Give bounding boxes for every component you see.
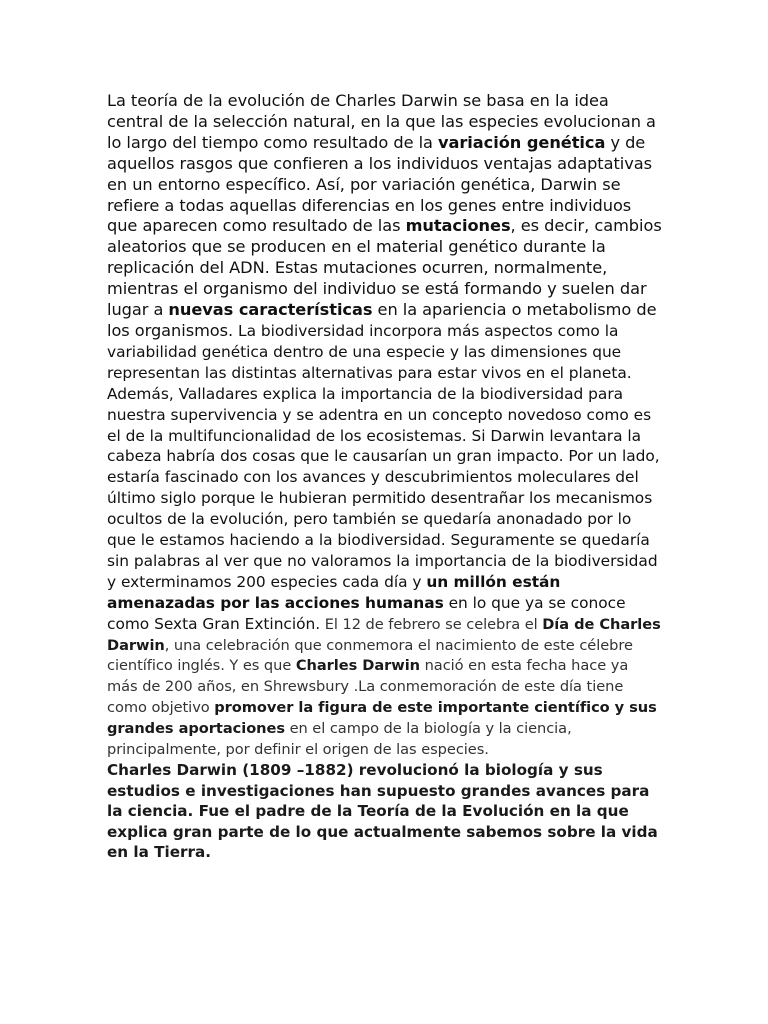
text-span: y de aquellos rasgos que confieren a los individuos ventajas adaptativas en un entorno específico. Así, por variación genética, Darwin se refiere a todas aquellas diferencias en los genes entre individuos que aparecen como resultado de las [107,132,652,236]
bold-promover-la-figura: promover la figura de este importante científico y sus grandes aportaciones [107,699,657,738]
paragraph-darwin-day [107,616,661,758]
text-span: nació en esta fecha hace ya más de 200 años, en Shrewsbury .La conmemoración de este día tiene como objetivo [107,657,629,717]
text-span: en el campo de la biología y la ciencia, principalmente, por definir el origen de las especies. [107,720,572,759]
text-span: en la apariencia o metabolismo de los organismos. [107,300,657,340]
bold-mutaciones: mutaciones [405,216,511,236]
bold-charles-darwin: Charles Darwin [295,657,421,675]
text-span: , una celebración que conmemora el nacimiento de este célebre científico inglés. Y es que [107,636,633,675]
paragraph-biodiversity [107,322,660,633]
text-span: La teoría de la evolución de Charles Darwin se basa en la idea central de la selección natural, en la que las especies evolucionan a lo largo del tiempo como resultado de la [107,91,656,152]
text-span: en lo que ya se conoce como Sexta Gran Extinción. [107,593,626,633]
bold-dia-de-charles-darwin: Día de Charles Darwin [107,615,661,654]
bold-un-millon: un millón están amenazadas por las acciones humanas [107,572,561,612]
text-span: El 12 de febrero se celebra el [320,615,543,633]
text-span: , es decir, cambios aleatorios que se producen en el material genético durante la replicación del ADN. Estas mutaciones ocurren, normalmente, mientras el organismo del individuo se está formando y suelen dar lugar a [107,216,662,320]
paragraph-darwin-summary: Charles Darwin (1809 –1882) revolucionó la biología y sus estudios e investigaciones han supuesto grandes avances para la ciencia. Fue el padre de la Teoría de la Evolución en la que explica gran parte de lo que actualmente sabemos sobre la vida en la Tierra. [107,761,658,862]
bold-nuevas-caracteristicas: nuevas características [168,300,373,320]
text-span: La biodiversidad incorpora más aspectos como la variabilidad genética dentro de una especie y las dimensiones que representan las distintas alternativas para estar vivos en el planeta. Además, Valladares explica la importancia de la biodiversidad para nuestra supervivencia y se adentra en un concepto novedoso como es el de la multifuncionalidad de los ecosistemas. Si Darwin levantara la cabeza habría dos cosas que le causarían un gran impacto. Por un lado, estaría fascinado con los avances y descubrimientos moleculares del último siglo porque le hubieran permitido desentrañar los mecanismos ocultos de la evolución, pero también se quedaría anonadado por lo que le estamos haciendo a la biodiversidad. Seguramente se quedaría sin palabras al ver que no valoramos la importancia de la biodiversidad y exterminamos 200 especies cada día y [107,321,660,591]
bold-variacion-genetica: variación genética [438,132,606,152]
document-page [107,91,663,863]
paragraph-evolution-theory [107,91,663,760]
